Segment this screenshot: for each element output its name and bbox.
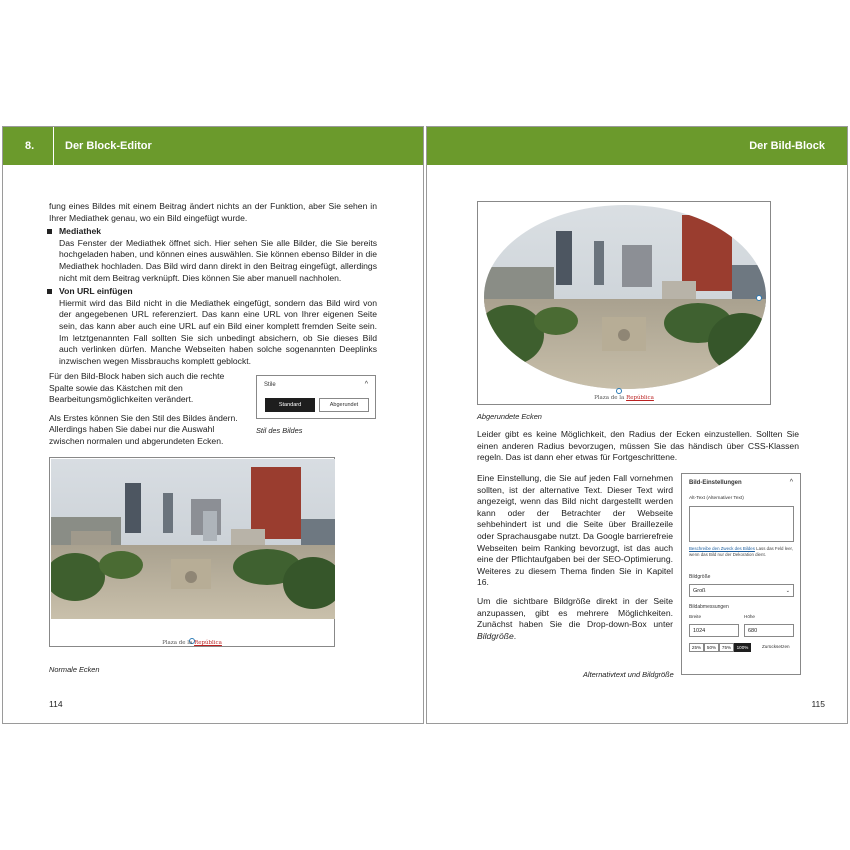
page-number-left: 114 bbox=[49, 699, 63, 709]
image-caption-link[interactable]: República bbox=[194, 640, 222, 646]
chevron-up-icon[interactable]: ^ bbox=[789, 479, 793, 486]
width-label: Breite bbox=[689, 614, 702, 619]
height-label: Höhe bbox=[744, 614, 755, 619]
image-caption-text: Plaza de la bbox=[594, 395, 627, 401]
bullet-title: Mediathek bbox=[59, 226, 102, 237]
styles-panel-title: Stile bbox=[264, 382, 276, 388]
alt-text-input[interactable] bbox=[689, 506, 794, 542]
image-size-label: Bildgröße bbox=[689, 574, 711, 580]
chapter-title: Der Block-Editor bbox=[65, 140, 152, 152]
intro-paragraph: fung eines Bildes mit einem Beitrag ändert nichts an der Funktion, aber Sie sehen in Ihrer Mediathek genau, wo ein Bild eingefügt wurde. bbox=[49, 201, 377, 223]
settings-panel-title: Bild-Einstellungen bbox=[689, 480, 742, 486]
city-photo bbox=[51, 459, 335, 619]
figure-caption-settings: Alternativtext und Bildgröße bbox=[583, 670, 674, 679]
image-caption[interactable] bbox=[50, 640, 334, 646]
city-photo-rounded bbox=[484, 205, 766, 391]
page-number-right: 115 bbox=[811, 699, 825, 709]
styles-panel bbox=[256, 375, 376, 419]
resize-handle-right-icon[interactable] bbox=[756, 295, 762, 301]
header-divider bbox=[53, 127, 54, 165]
styles-caption: Stil des Bildes bbox=[256, 426, 303, 435]
alt-text-help-link[interactable]: Beschreibe den Zweck des Bildes bbox=[689, 546, 755, 551]
reset-button[interactable]: Zurücksetzen bbox=[762, 644, 790, 649]
alt-text-help bbox=[689, 546, 795, 558]
percent-100-button[interactable]: 100% bbox=[734, 643, 751, 652]
style-rounded-button[interactable]: Abgerundet bbox=[319, 398, 369, 412]
right-body-text-2 bbox=[477, 473, 673, 649]
image-size-select[interactable] bbox=[689, 584, 794, 597]
figure-caption-rounded: Abgerundete Ecken bbox=[477, 412, 542, 421]
paragraph-image-size-emphasis: Bildgröße bbox=[477, 630, 514, 641]
bullet-text: Das Fenster der Mediathek öffnet sich. Hier sehen Sie alle Bilder, die Sie bereits hochgeladen haben, und können eines auswählen. Sie können ebenso Bilder in die Mediathek hochladen. Das Bild wird dann direkt in den Beitrag eingefügt, allerdings nicht mit dem Beitrag verknüpft. Dies können Sie aber manuell nachholen. bbox=[59, 237, 377, 283]
left-body-text bbox=[49, 201, 377, 369]
image-caption-link[interactable]: República bbox=[626, 395, 654, 401]
percent-25-button[interactable]: 25% bbox=[689, 643, 704, 652]
bullet-von-url bbox=[49, 286, 377, 367]
section-header bbox=[427, 127, 847, 165]
bullet-square-icon bbox=[47, 229, 52, 234]
chevron-down-icon: ⌄ bbox=[785, 588, 790, 594]
paragraph-alt-text: Eine Einstellung, die Sie auf jeden Fall vornehmen sollten, ist der alternative Text. Dieser Text wird angezeigt, wenn das Bild nicht dargestellt werden kann oder der Betrachter der Webseite sehbehindert ist und die Seite über Braillezeile oder Sprachausgabe nutzt. Da Google barrierefreie Webseiten beim Ranking bevorzugt, ist das auch eine der Pflichtaufgaben bei der SEO-Optimierung. Weiteres zu diesem Thema finden Sie in Kapitel 16. bbox=[477, 473, 673, 588]
alt-text-help-text: Lass das Feld leer, wenn das Bild nur der Dekoration dient. bbox=[689, 546, 793, 557]
paragraph-image-size-end: . bbox=[513, 630, 517, 641]
image-block-rounded[interactable] bbox=[477, 201, 771, 405]
paragraph-style: Als Erstes können Sie den Stil des Bildes ändern. Allerdings haben Sie dabei nur die Auswahl zwischen normalen und abgerundeten Ecken. bbox=[49, 412, 238, 446]
right-page bbox=[426, 126, 848, 724]
left-body-text-2 bbox=[49, 371, 249, 455]
alt-text-label: Alt-Text (Alternativer Text) bbox=[689, 496, 744, 501]
paragraph-right-column: Für den Bild-Block haben sich auch die rechte Spalte sowie das Kästchen mit den Bearbeitungsmöglichkeiten verändert. bbox=[49, 371, 225, 405]
width-input[interactable]: 1024 bbox=[689, 624, 739, 637]
paragraph-radius: Leider gibt es keine Möglichkeit, den Radius der Ecken einzustellen. Sollten Sie einen anderen Radius bevorzugen, müssen Sie das händisch über CSS-Klassen regeln. Das ist dann eher etwas für Fortgeschrittene. bbox=[477, 429, 799, 463]
style-standard-button[interactable]: Standard bbox=[265, 398, 315, 412]
left-page bbox=[2, 126, 424, 724]
section-title: Der Bild-Block bbox=[749, 140, 825, 152]
resize-handle-bottom-icon[interactable] bbox=[616, 388, 622, 394]
figure-caption-normal: Normale Ecken bbox=[49, 665, 100, 674]
chevron-up-icon[interactable]: ^ bbox=[364, 381, 368, 388]
chapter-header bbox=[3, 127, 423, 165]
bullet-mediathek bbox=[49, 226, 377, 284]
paragraph-image-size-text: Um die sichtbare Bildgröße direkt in der Seite anzupassen, gibt es mehrere Möglichkeiten. Zunächst haben Sie die Drop-down-Box unter bbox=[477, 595, 673, 630]
chapter-number: 8. bbox=[25, 140, 35, 152]
paragraph-image-size bbox=[477, 596, 673, 642]
bullet-square-icon bbox=[47, 289, 52, 294]
image-caption[interactable] bbox=[478, 395, 770, 401]
image-settings-panel bbox=[681, 473, 801, 675]
image-block-normal[interactable] bbox=[49, 457, 335, 647]
percent-75-button[interactable]: 75% bbox=[719, 643, 734, 652]
height-input[interactable]: 680 bbox=[744, 624, 794, 637]
image-caption-text: Plaza de la bbox=[162, 640, 195, 646]
image-size-value: Groß bbox=[693, 588, 706, 594]
bullet-text: Hiermit wird das Bild nicht in die Mediathek eingefügt, sondern das Bild wird von der angegebenen URL referenziert. Das kann eine URL von Ihrer eigenen Seite sein, das kann aber auch eine URL auf ein Bild einer komplett fremden Seite sein. Im letztgenannten Fall sollten Sie sich unbedingt absichern, ob Sie dieses Bild auch verlinken dürfen. Manche Webseiten haben solche sogenannten Deeplinks inzwischen wegen Missbrauchs komplett geblockt. bbox=[59, 297, 377, 366]
bullet-title: Von URL einfügen bbox=[59, 286, 133, 297]
percent-50-button[interactable]: 50% bbox=[704, 643, 719, 652]
image-dimensions-label: Bildabmessungen bbox=[689, 604, 729, 610]
